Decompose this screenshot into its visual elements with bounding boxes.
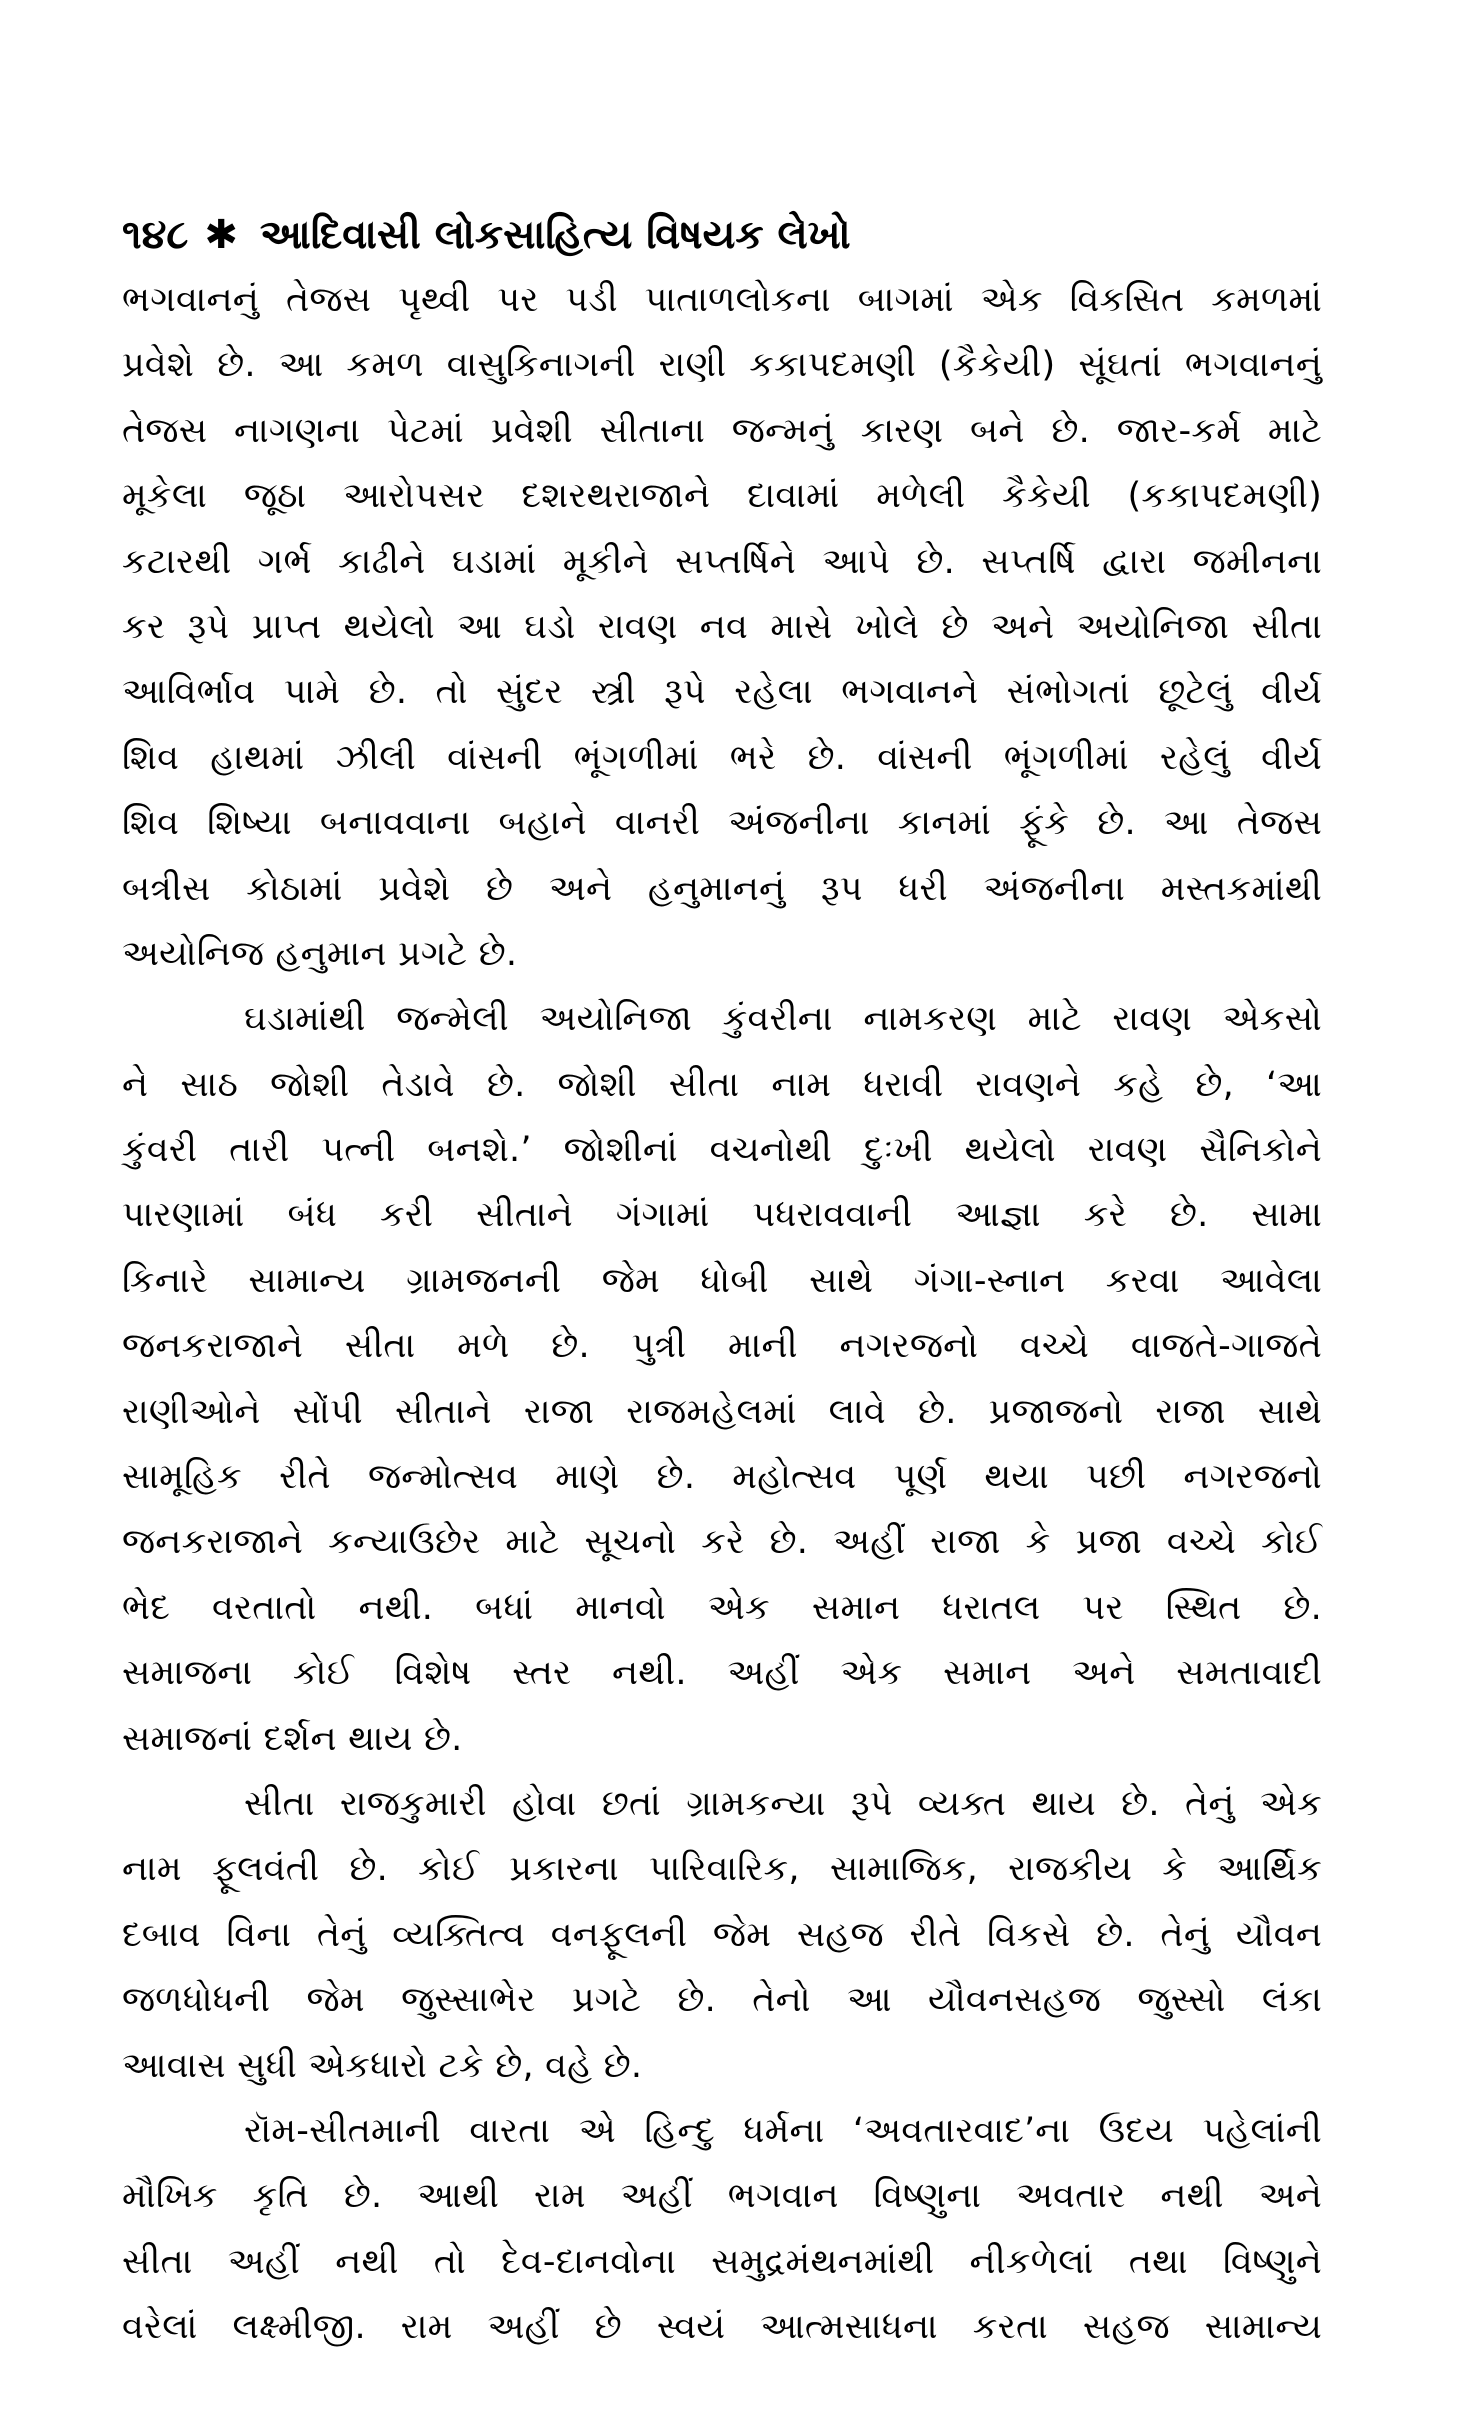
text-line: કિનારે સામાન્ય ગ્રામજનની જેમ ધોબી સાથે ગંગા-સ્નાન કરવા આવેલા [122,1260,1322,1301]
text-line: નામ ફૂલવંતી છે. કોઈ પ્રકારના પારિવારિક, સામાજિક, રાજકીય કે આર્થિક [122,1849,1322,1890]
text-line: આવાસ સુધી એકધારો ટકે છે, વહે છે. [122,2045,643,2086]
text-line: જનકરાજાને સીતા મળે છે. પુત્રી માની નગરજનો વચ્ચે વાજતે-ગાજતે [122,1326,1322,1367]
text-line: ઘડામાંથી જન્મેલી અયોનિજા કુંવરીના નામકરણ માટે રાવણ એકસો [244,999,1322,1040]
text-line: સમાજના કોઈ વિશેષ સ્તર નથી. અહીં એક સમાન અને સમતાવાદી [122,1653,1322,1694]
text-line: પ્રવેશે છે. આ કમળ વાસુકિનાગની રાણી કકાપદમણી (કૈકેયી) સૂંઘતાં ભગવાનનું [122,345,1322,386]
text-line: શિવ હાથમાં ઝીલી વાંસની ભૂંગળીમાં ભરે છે. વાંસની ભૂંગળીમાં રહેલું વીર્ય [122,737,1322,778]
text-line: બત્રીસ કોઠામાં પ્રવેશે છે અને હનુમાનનું રૂપ ધરી અંજનીના મસ્તકમાંથી [122,868,1322,909]
text-line: સીતા રાજકુમારી હોવા છતાં ગ્રામકન્યા રૂપે વ્યક્ત થાય છે. તેનું એક [244,1783,1322,1824]
body-text [122,268,1322,2361]
paragraph [122,1772,1322,2099]
text-line: ભેદ વરતાતો નથી. બધાં માનવો એક સમાન ધરાતલ પર સ્થિત છે. [122,1587,1322,1628]
text-line: કુંવરી તારી પત્ની બનશે.’ જોશીનાં વચનોથી દુઃખી થયેલો રાવણ સૈનિકોને [122,1130,1322,1171]
text-line: પારણામાં બંધ કરી સીતાને ગંગામાં પધરાવવાની આજ્ઞા કરે છે. સામા [122,1195,1322,1236]
running-header [122,205,1322,265]
text-line: વરેલાં લક્ષ્મીજી. રામ અહીં છે સ્વયં આત્મસાધના કરતા સહજ સામાન્ય [122,2307,1322,2348]
text-line: દબાવ વિના તેનું વ્યક્તિત્વ વનફૂલની જેમ સહજ રીતે વિકસે છે. તેનું યૌવન [122,1914,1322,1955]
text-line: જનકરાજાને કન્યાઉછેર માટે સૂચનો કરે છે. અહીં રાજા કે પ્રજા વચ્ચે કોઈ [122,1522,1322,1563]
text-line: અયોનિજ હનુમાન પ્રગટે છે. [122,933,518,974]
text-line: સમાજનાં દર્શન થાય છે. [122,1718,463,1759]
text-line: ભગવાનનું તેજસ પૃથ્વી પર પડી પાતાળલોકના બાગમાં એક વિકસિત કમળમાં [122,280,1322,320]
text-line: આવિર્ભાવ પામે છે. તો સુંદર સ્ત્રી રૂપે રહેલા ભગવાનને સંભોગતાં છૂટેલું વીર્ય [122,672,1322,713]
text-line: રાણીઓને સોંપી સીતાને રાજા રાજમહેલમાં લાવે છે. પ્રજાજનો રાજા સાથે [122,1391,1322,1432]
text-line: તેજસ નાગણના પેટમાં પ્રવેશી સીતાના જન્મનું કારણ બને છે. જાર-કર્મ માટે [122,410,1322,451]
paragraph [122,987,1322,1772]
text-line: કર રૂપે પ્રાપ્ત થયેલો આ ઘડો રાવણ નવ માસે ખોલે છે અને અયોનિજા સીતા [122,606,1322,647]
text-line: શિવ શિષ્યા બનાવવાના બહાને વાનરી અંજનીના કાનમાં ફૂંકે છે. આ તેજસ [122,803,1322,844]
text-line: સીતા અહીં નથી તો દેવ-દાનવોના સમુદ્રમંથનમાંથી નીકળેલાં તથા વિષ્ણુને [122,2241,1322,2282]
asterisk-separator-icon: ✱ [204,212,238,258]
text-line: ને સાઠ જોશી તેડાવે છે. જોશી સીતા નામ ધરાવી રાવણને કહે છે, ‘આ [122,1064,1322,1105]
paragraph [122,2099,1322,2361]
text-line: રૉમ-સીતમાની વારતા એ હિન્દુ ધર્મના ‘અવતારવાદ’ના ઉદય પહેલાંની [244,2110,1322,2151]
text-line: મૂકેલા જૂઠા આરોપસર દશરથરાજાને દાવામાં મળેલી કૈકેયી (કકાપદમણી) [122,476,1322,517]
text-line: સામૂહિક રીતે જન્મોત્સવ માણે છે. મહોત્સવ પૂર્ણ થયા પછી નગરજનો [122,1457,1322,1498]
text-line: મૌખિક કૃતિ છે. આથી રામ અહીં ભગવાન વિષ્ણુના અવતાર નથી અને [122,2176,1322,2217]
text-line: કટારથી ગર્ભ કાઢીને ઘડામાં મૂકીને સપ્તર્ષિને આપે છે. સપ્તર્ષિ દ્વારા જમીનના [122,541,1322,582]
page-number: ૧૪૮ [122,212,189,258]
book-title: આદિવાસી લોકસાહિત્ય વિષયક લેખો [259,212,851,258]
text-line: જળધોધની જેમ જુસ્સાભેર પ્રગટે છે. તેનો આ યૌવનસહજ જુસ્સો લંકા [122,1980,1322,2021]
paragraph [122,268,1322,987]
